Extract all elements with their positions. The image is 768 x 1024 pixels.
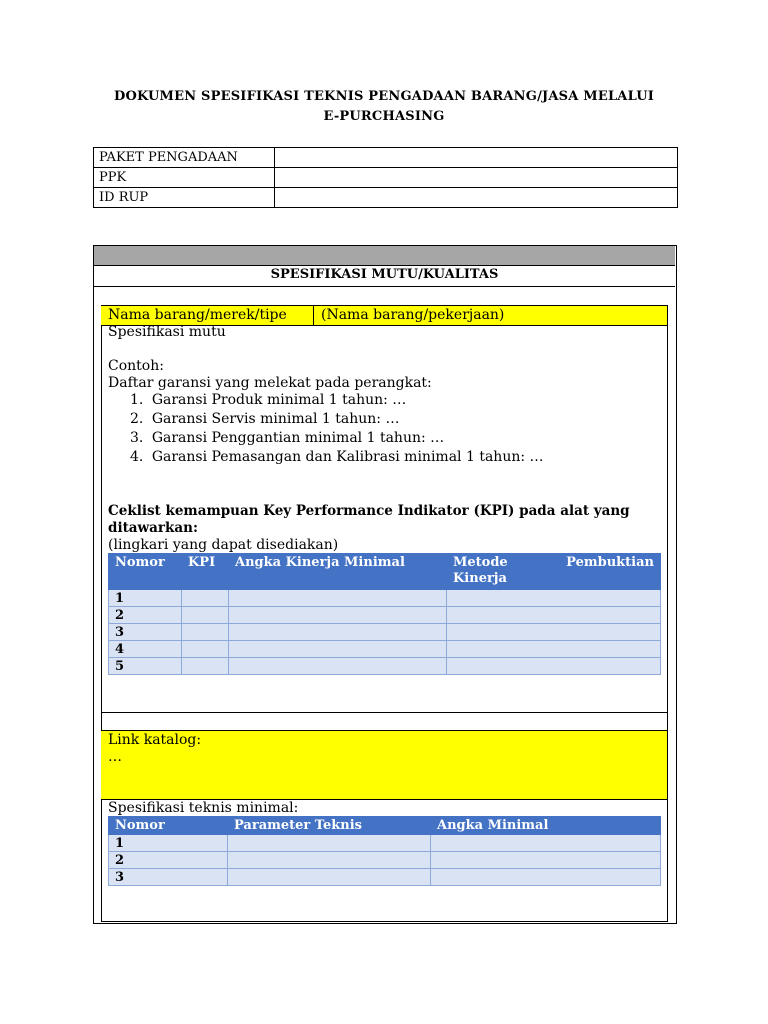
kpi-heading-line1: Ceklist kemampuan Key Performance Indikator (KPI) pada alat yang xyxy=(108,503,630,519)
list-text: Garansi Produk minimal 1 tahun: … xyxy=(151,392,407,408)
row-number: 2 xyxy=(109,852,228,869)
paket-pengadaan-label: PAKET PENGADAAN xyxy=(94,148,275,168)
list-item xyxy=(130,392,406,409)
col-header-nomor: Nomor xyxy=(109,554,182,590)
catalog-box xyxy=(101,730,667,800)
angka-cell[interactable] xyxy=(229,641,447,658)
col-header-parameter-teknis: Parameter Teknis xyxy=(228,817,431,835)
angka-cell[interactable] xyxy=(229,590,447,607)
angka-cell[interactable] xyxy=(229,607,447,624)
angka-minimal-cell[interactable] xyxy=(431,869,661,886)
procurement-info-table xyxy=(93,147,678,208)
list-number: 3. xyxy=(130,430,144,446)
inner-border-left xyxy=(101,305,102,922)
list-text: Garansi Penggantian minimal 1 tahun: … xyxy=(151,430,445,446)
ppk-value[interactable] xyxy=(275,168,678,188)
table-row xyxy=(94,168,678,188)
col-header-metode-kinerja: Metode Kinerja xyxy=(447,554,552,590)
row-number: 3 xyxy=(109,624,182,641)
catalog-label: Link katalog: xyxy=(108,732,202,748)
metode-cell[interactable] xyxy=(447,624,661,641)
row-number: 2 xyxy=(109,607,182,624)
row-number: 1 xyxy=(109,835,228,852)
list-text: Garansi Pemasangan dan Kalibrasi minimal 1 tahun: … xyxy=(151,449,544,465)
technical-spec-table xyxy=(108,816,661,886)
col-header-angka-kinerja: Angka Kinerja Minimal xyxy=(229,554,447,590)
item-name-row xyxy=(101,305,667,326)
metode-cell[interactable] xyxy=(447,607,661,624)
list-item xyxy=(130,411,399,428)
angka-cell[interactable] xyxy=(229,624,447,641)
table-row xyxy=(109,624,661,641)
table-row xyxy=(94,188,678,208)
metode-cell[interactable] xyxy=(447,658,661,675)
example-label: Contoh: xyxy=(108,358,164,374)
section-divider xyxy=(101,712,668,713)
paket-pengadaan-value[interactable] xyxy=(275,148,678,168)
table-row xyxy=(109,835,661,852)
table-header-row xyxy=(109,554,661,590)
col-header-nomor: Nomor xyxy=(109,817,228,835)
col-header-kpi: KPI xyxy=(182,554,229,590)
ppk-label: PPK xyxy=(94,168,275,188)
angka-minimal-cell[interactable] xyxy=(431,835,661,852)
warranty-intro: Daftar garansi yang melekat pada perangkat: xyxy=(108,375,432,391)
row-number: 1 xyxy=(109,590,182,607)
table-row xyxy=(109,869,661,886)
table-row xyxy=(109,590,661,607)
kpi-heading-line2: ditawarkan: xyxy=(108,520,198,536)
col-header-pembuktian: Pembuktian xyxy=(552,554,661,590)
table-row xyxy=(109,658,661,675)
list-number: 2. xyxy=(130,411,144,427)
table-row xyxy=(94,148,678,168)
inner-border-right xyxy=(667,305,668,922)
col-header-angka-minimal: Angka Minimal xyxy=(431,817,661,835)
kpi-note: (lingkari yang dapat disediakan) xyxy=(108,537,339,553)
kpi-cell[interactable] xyxy=(182,607,229,624)
angka-cell[interactable] xyxy=(229,658,447,675)
item-name-label: Nama barang/merek/tipe xyxy=(108,307,287,323)
kpi-cell[interactable] xyxy=(182,624,229,641)
gray-header-band xyxy=(94,246,675,266)
row-number: 4 xyxy=(109,641,182,658)
list-number: 4. xyxy=(130,449,144,465)
technical-spec-heading: Spesifikasi teknis minimal: xyxy=(108,800,299,816)
section-title: SPESIFIKASI MUTU/KUALITAS xyxy=(94,266,675,287)
row-number: 3 xyxy=(109,869,228,886)
spec-heading: Spesifikasi mutu xyxy=(108,324,226,340)
table-row xyxy=(109,852,661,869)
parameter-cell[interactable] xyxy=(228,835,431,852)
item-name-value[interactable]: (Nama barang/pekerjaan) xyxy=(321,307,505,323)
angka-minimal-cell[interactable] xyxy=(431,852,661,869)
divider xyxy=(313,306,314,325)
table-header-row xyxy=(109,817,661,835)
kpi-cell[interactable] xyxy=(182,658,229,675)
document-title-line1: DOKUMEN SPESIFIKASI TEKNIS PENGADAAN BARANG/JASA MELALUI xyxy=(113,89,655,104)
kpi-table xyxy=(108,553,661,675)
metode-cell[interactable] xyxy=(447,641,661,658)
list-item xyxy=(130,449,544,466)
inner-border-bottom xyxy=(101,921,668,922)
catalog-link-value[interactable]: … xyxy=(108,749,122,765)
id-rup-label: ID RUP xyxy=(94,188,275,208)
kpi-cell[interactable] xyxy=(182,590,229,607)
document-title-line2: E-PURCHASING xyxy=(323,109,445,124)
list-text: Garansi Servis minimal 1 tahun: … xyxy=(151,411,400,427)
list-number: 1. xyxy=(130,392,144,408)
list-item xyxy=(130,430,444,447)
parameter-cell[interactable] xyxy=(228,869,431,886)
kpi-cell[interactable] xyxy=(182,641,229,658)
table-row xyxy=(109,607,661,624)
metode-cell[interactable] xyxy=(447,590,661,607)
table-row xyxy=(109,641,661,658)
row-number: 5 xyxy=(109,658,182,675)
parameter-cell[interactable] xyxy=(228,852,431,869)
id-rup-value[interactable] xyxy=(275,188,678,208)
